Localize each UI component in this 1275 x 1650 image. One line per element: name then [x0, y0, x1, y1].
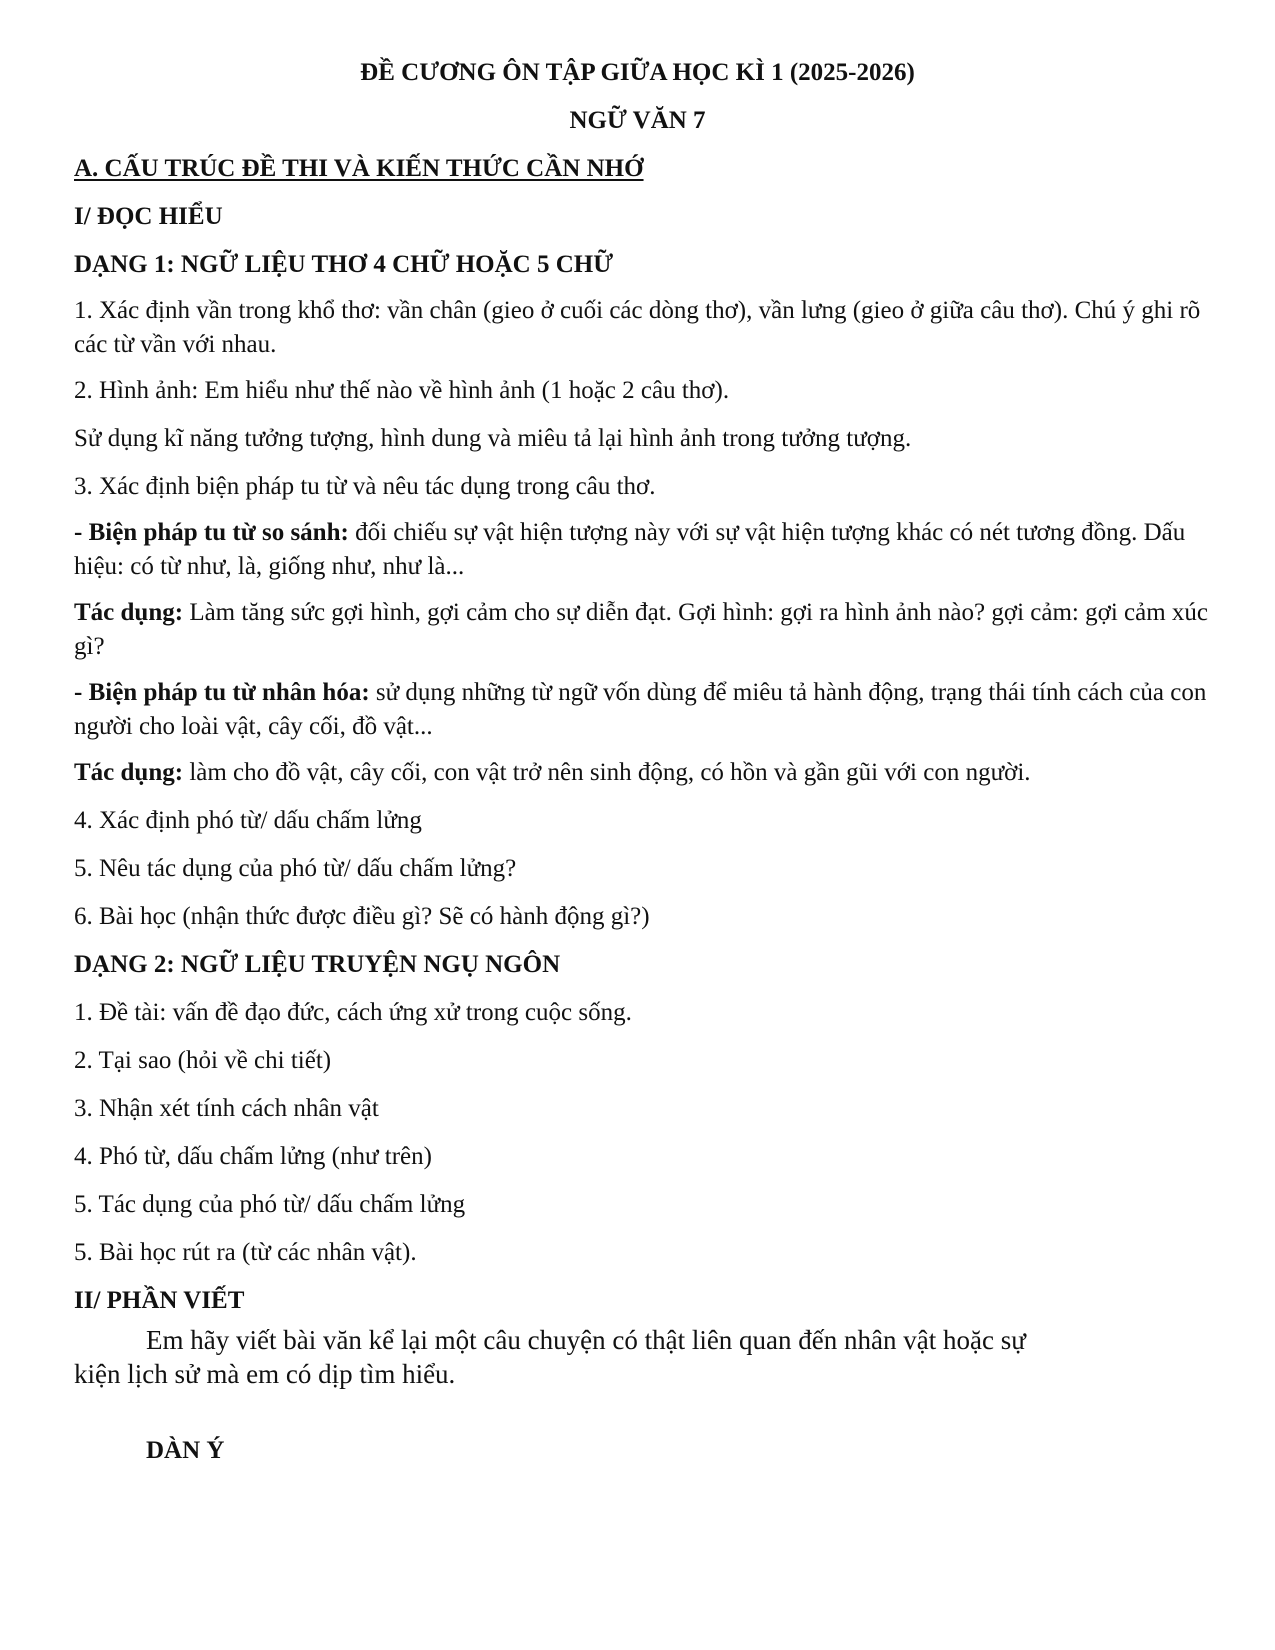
nhan-hoa-text: sử dụng những từ ngữ vốn dùng để miêu tả hành động, trạng thái tính cách của con người cho loài vật, cây cối, đồ vật...: [74, 679, 1207, 740]
dang2-item-4: 4. Phó từ, dấu chấm lửng (như trên): [74, 1143, 432, 1170]
tac-dung-1-label: Tác dụng:: [74, 599, 184, 626]
phan-viet-prompt-line-2: kiện lịch sử mà em có dịp tìm hiểu.: [74, 1359, 456, 1389]
nhan-hoa-paragraph: [74, 676, 1214, 744]
dang1-heading: DẠNG 1: NGỮ LIỆU THƠ 4 CHỮ HOẶC 5 CHỮ: [74, 251, 614, 278]
dan-y-heading: DÀN Ý: [146, 1437, 225, 1464]
phan-viet-heading: II/ PHẦN VIẾT: [74, 1287, 245, 1314]
dang2-heading: DẠNG 2: NGỮ LIỆU TRUYỆN NGỤ NGÔN: [74, 951, 561, 978]
dang1-item-2-note: Sử dụng kĩ năng tưởng tượng, hình dung và miêu tả lại hình ảnh trong tưởng tượng.: [74, 425, 912, 452]
nhan-hoa-label: - Biện pháp tu từ nhân hóa:: [74, 679, 370, 706]
phan-viet-prompt-line-1: Em hãy viết bài văn kể lại một câu chuyện có thật liên quan đến nhân vật hoặc sự: [146, 1325, 1026, 1355]
so-sanh-paragraph: [74, 516, 1214, 584]
dang1-item-1: 1. Xác định vần trong khổ thơ: vần chân (gieo ở cuối các dòng thơ), vần lưng (gieo ở giữa câu thơ). Chú ý ghi rõ các từ vần với nhau.: [74, 297, 1201, 358]
tac-dung-2-paragraph: [74, 756, 1031, 790]
dang2-item-5: 5. Tác dụng của phó từ/ dấu chấm lửng: [74, 1191, 466, 1218]
dang2-item-1: 1. Đề tài: vấn đề đạo đức, cách ứng xử trong cuộc sống.: [74, 999, 632, 1026]
dang1-item-3: 3. Xác định biện pháp tu từ và nêu tác dụng trong câu thơ.: [74, 473, 656, 500]
dang2-item-6: 5. Bài học rút ra (từ các nhân vật).: [74, 1239, 417, 1266]
document-subtitle: NGỮ VĂN 7: [569, 107, 706, 134]
dang2-item-2: 2. Tại sao (hỏi về chi tiết): [74, 1047, 332, 1074]
tac-dung-1-paragraph: [74, 596, 1214, 664]
so-sanh-label: - Biện pháp tu từ so sánh:: [74, 519, 349, 546]
document-title: ĐỀ CƯƠNG ÔN TẬP GIỮA HỌC KÌ 1 (2025-2026): [360, 59, 915, 86]
tac-dung-2-text: làm cho đồ vật, cây cối, con vật trở nên sinh động, có hồn và gần gũi với con người.: [183, 759, 1031, 786]
dang1-item-2: 2. Hình ảnh: Em hiểu như thế nào về hình ảnh (1 hoặc 2 câu thơ).: [74, 377, 730, 404]
tac-dung-2-label: Tác dụng:: [74, 759, 184, 786]
section-a-heading: A. CẤU TRÚC ĐỀ THI VÀ KIẾN THỨC CẦN NHỚ: [74, 155, 644, 182]
so-sanh-text: đối chiếu sự vật hiện tượng này với sự vật hiện tượng khác có nét tương đồng. Dấu hiệu: có từ như, là, giống như, như là...: [74, 519, 1186, 580]
dang1-item-5: 5. Nêu tác dụng của phó từ/ dấu chấm lửng?: [74, 855, 517, 882]
dang1-item-6: 6. Bài học (nhận thức được điều gì? Sẽ có hành động gì?): [74, 903, 650, 930]
dang1-item-4: 4. Xác định phó từ/ dấu chấm lửng: [74, 807, 422, 834]
tac-dung-1-text: Làm tăng sức gợi hình, gợi cảm cho sự diễn đạt. Gợi hình: gợi ra hình ảnh nào? gợi cảm: gợi cảm xúc gì?: [74, 599, 1209, 660]
dang2-item-3: 3. Nhận xét tính cách nhân vật: [74, 1095, 379, 1122]
doc-hieu-heading: I/ ĐỌC HIỂU: [74, 203, 223, 230]
